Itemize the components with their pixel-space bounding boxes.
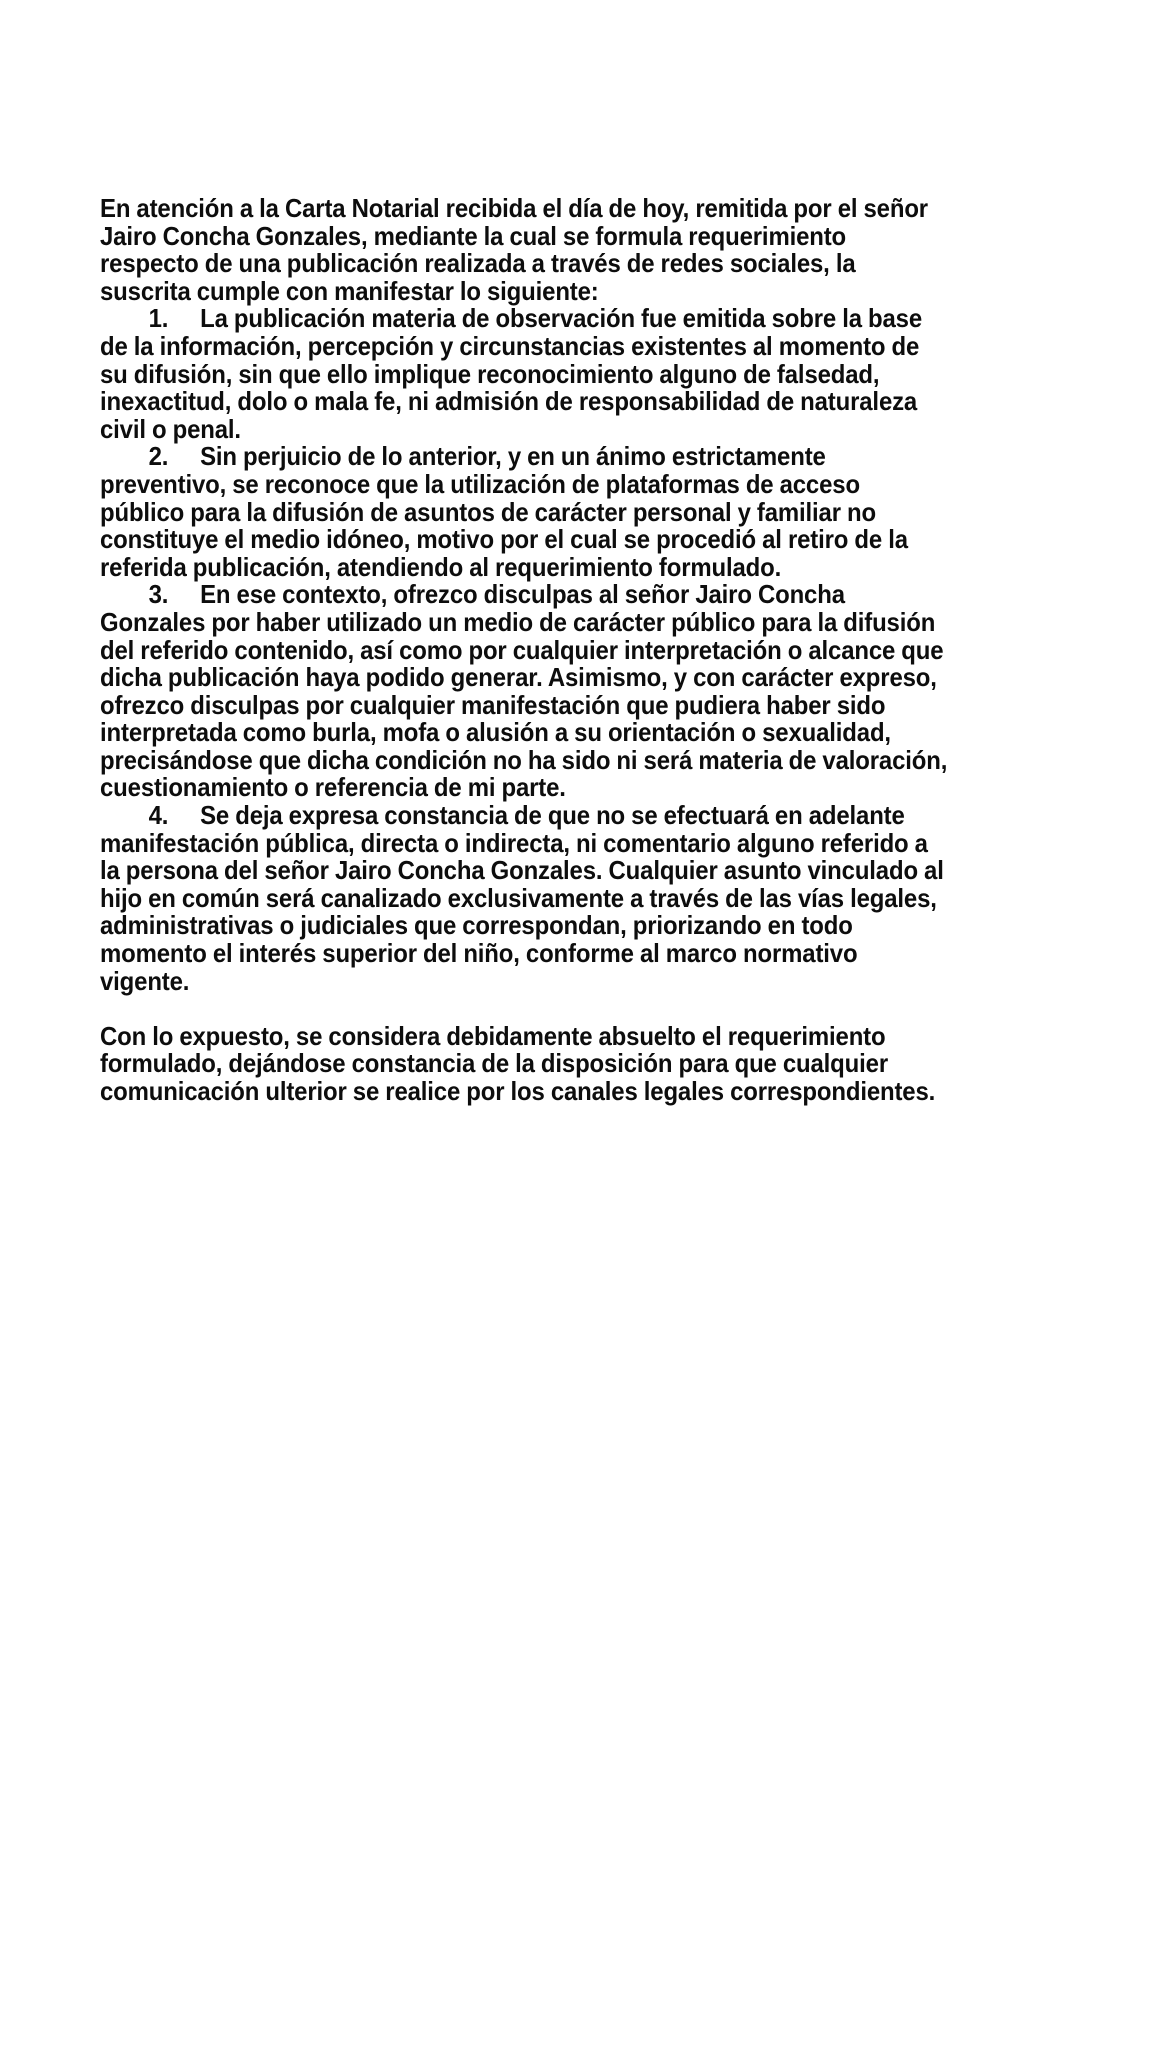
item-1-number: 1. (148, 305, 169, 334)
item-1-text: La publicación materia de observación fue emitida sobre la base de la información, percepción y circunstancias existentes al momento de su difusión, sin que ello implique reconocimiento alguno de falsedad, inexactitud, dolo o mala fe, ni admisión de responsabilidad de naturaleza civil o penal. (100, 305, 929, 444)
item-4-text: Se deja expresa constancia de que no se efectuará en adelante manifestación pública, directa o indirecta, ni comentario alguno referido a la persona del señor Jairo Concha Gonzales. Cualquier asunto vinculado al hijo en común será canalizado exclusivamente a través de las vías legales, administrativas o judiciales que correspondan, priorizando en todo momento el interés superior del niño, conforme al marco normativo vigente. (100, 802, 950, 996)
document-body (100, 196, 1008, 1107)
numbered-item-1 (100, 306, 949, 444)
item-2-text: Sin perjuicio de lo anterior, y en un ánimo estrictamente preventivo, se reconoce que la utilización de plataformas de acceso público para la difusión de asuntos de carácter personal y familiar no constituye el medio idóneo, motivo por el cual se procedió al retiro de la referida publicación, atendiendo al requerimiento formulado. (100, 443, 915, 582)
numbered-item-3 (100, 581, 954, 803)
closing-paragraph: Con lo expuesto, se considera debidamente absuelto el requerimiento formulado, dejándose constancia de la disposición para que cualquier comunicación ulterior se realice por los canales legales correspondientes. (100, 1022, 936, 1106)
numbered-item-2 (100, 444, 949, 582)
numbered-item-4 (100, 803, 949, 996)
item-4-number: 4. (148, 802, 169, 831)
item-2-number: 2. (148, 443, 169, 472)
item-3-text: En ese contexto, ofrezco disculpas al señor Jairo Concha Gonzales por haber utilizado un medio de carácter público para la difusión del referido contenido, así como por cualquier interpretación o alcance que dicha publicación haya podido generar. Asimismo, y con carácter expreso, ofrezco disculpas por cualquier manifestación que pudiera haber sido interpretada como burla, mofa o alusión a su orientación o sexualidad, precisándose que dicha condición no ha sido ni será materia de valoración, cuestionamiento o referencia de mi parte. (100, 581, 954, 803)
intro-paragraph: En atención a la Carta Notarial recibida el día de hoy, remitida por el señor Jairo Concha Gonzales, mediante la cual se formula requerimiento respecto de una publicación realizada a través de redes sociales, la suscrita cumple con manifestar lo siguiente: (100, 195, 935, 306)
item-3-number: 3. (148, 581, 169, 610)
